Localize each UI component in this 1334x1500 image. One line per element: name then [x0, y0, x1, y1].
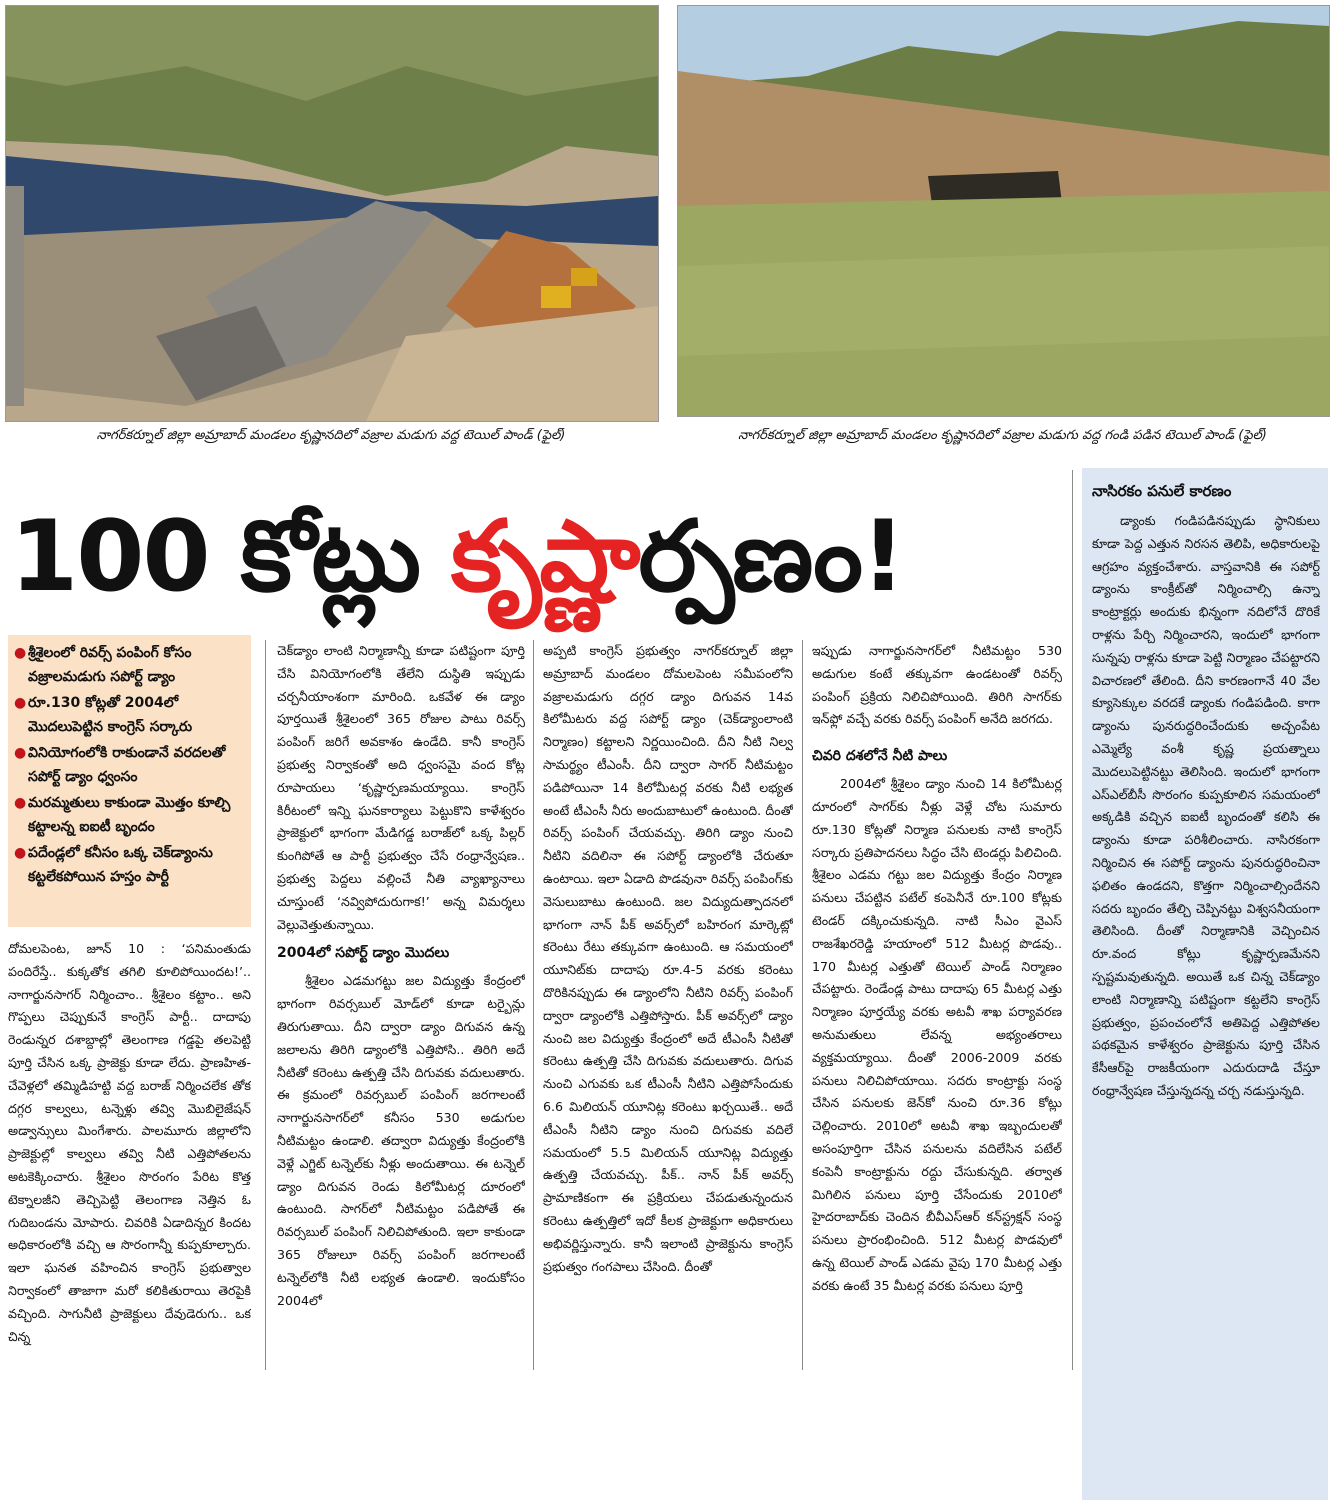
- left-photo-caption: నాగర్‌కర్నూల్ జిల్లా అమ్రాబాద్ మండలం కృష్ణానదిలో వజ్రాల మడుగు వద్ద టెయిల్ పాండ్ (ఫైల్): [96, 428, 566, 443]
- article-column-3: [543, 640, 793, 1370]
- sidebar-text: డ్యాంకు గండిపడినప్పుడు స్థానికులు కూడా పెద్ద ఎత్తున నిరసన తెలిపి, అధికారులపై ఆగ్రహం వ్యక్తంచేశారు. వాస్తవానికి ఈ సపోర్ట్ డ్యాంను కాంక్రీట్‌తో నిర్మించాల్సి ఉన్నా కాంట్రాక్టర్లు అందుకు భిన్నంగా నదిలోనే దొరికే రాళ్లను పేర్చి నిర్మించారని, ఇందులో భాగంగా సున్నపు రాళ్లను కూడా పెట్టి నిర్మాణం చేపట్టారని విచారణలో తేలింది. దీని కారణంగానే 40 వేల క్యూసెక్కుల వరదకే డ్యాంకు గండిపడింది. కాగా డ్యాంను పునరుద్ధరించేందుకు అచ్చంపేట ఎమ్మెల్యే వంశీ కృష్ణ ప్రయత్నాలు మొదలుపెట్టినట్టు తెలిసింది. ఇందులో భాగంగా ఎస్ఎల్‌బీసీ సొరంగం కుప్పకూలిన సమయంలో అక్కడికి వచ్చిన ఐఐటీ బృందంతో కలిసి ఈ డ్యాంను కూడా పరిశీలించారు. నాసిరకంగా నిర్మించిన ఈ సపోర్ట్ డ్యాంను పునరుద్ధరించినా ఫలితం ఉండదని, కొత్తగా నిర్మించాల్సిందేనని సదరు బృందం తేల్చి చెప్పినట్టు విశ్వసనీయంగా తెలిసింది. దీంతో నిర్మాణానికి వెచ్చించిన రూ.వంద కోట్లు కృష్ణార్పణమేనని స్పష్టమవుతున్నది. అయితే ఒక చిన్న చెక్‌డ్యాం లాంటి నిర్మాణాన్ని పటిష్టంగా కట్టలేని కాంగ్రెస్ ప్రభుత్వం, ప్రపంచంలోనే అతిపెద్ద ఎత్తిపోతల పథకమైన కాళేశ్వరం ప్రాజెక్టును పూర్తి చేసిన కేసీఆర్‌పై రాజకీయంగా ఎదురుదాడి చేస్తూ రంధ్రాన్వేషణ చేస్తున్నదన్న చర్చ నడుస్తున్నది.: [1092, 513, 1320, 1098]
- column-4-para-1: ఇప్పుడు నాగార్జునసాగర్‌లో నీటిమట్టం 530 అడుగుల కంటే తక్కువగా ఉండటంతో రివర్స్ పంపింగ్ ప్రక్రియ నిలిచిపోయింది. తిరిగి సాగర్‌కు ఇన్‌ఫ్లో వచ్చే వరకు రివర్స్ పంపింగ్ అనేది జరగదు.: [812, 643, 1062, 727]
- bullet-icon: ●: [14, 745, 27, 761]
- headline-part-2: కృష్ణా: [450, 500, 639, 614]
- article-column-2: [277, 640, 525, 1370]
- column-2-para-2: శ్రీశైలం ఎడమగట్టు జల విద్యుత్తు కేంద్రంలో భాగంగా రివర్సబుల్ మోడ్‌లో కూడా టర్బైన్లు తిరుగుతాయి. దీని ద్వారా డ్యాం దిగువన ఉన్న జలాలను తిరిగి డ్యాంలోకి ఎత్తిపోసి.. తిరిగి అదే నీటితో కరెంటు ఉత్పత్తి చేసి దిగువకు వదులుతారు. ఈ క్రమంలో రివర్సబుల్ పంపింగ్ జరగాలంటే నాగార్జునసాగర్‌లో కనీసం 530 అడుగుల నీటిమట్టం ఉండాలి. తద్వారా విద్యుత్తు కేంద్రంలోకి వెళ్లే ఎగ్జిట్ టన్నెల్‌కు నీళ్లు అందుతాయి. ఈ టన్నెల్ డ్యాం దిగువన రెండు కిలోమీటర్ల దూరంలో ఉంటుంది. సాగర్‌లో నీటిమట్టం పడిపోతే ఈ రివర్సబుల్ పంపింగ్ నిలిచిపోతుంది. ఇలా కాకుండా 365 రోజులూ రివర్స్ పంపింగ్ జరగాలంటే టన్నెల్‌లోకి నీటి లభ్యత ఉండాలి. ఇందుకోసం 2004లో: [277, 973, 525, 1308]
- column-divider: [802, 640, 803, 1370]
- breached-tail-pond-photo: [677, 5, 1330, 417]
- highlight-item: ● మరమ్మతులు కాకుండా మొత్తం కూల్చి కట్టాలన్న ఐఐటీ బృందం: [14, 791, 245, 839]
- bullet-icon: ●: [14, 645, 27, 661]
- highlight-item: ● వినియోగంలోకి రాకుండానే వరదలతో సపోర్ట్ డ్యాం ధ్వంసం: [14, 741, 245, 789]
- headline-part-3: ర్పణం!: [638, 500, 904, 614]
- bullet-icon: ●: [14, 795, 27, 811]
- bullet-icon: ●: [14, 845, 27, 861]
- bullet-icon: ●: [14, 695, 27, 711]
- highlight-item: ● శ్రీశైలంలో రివర్స్ పంపింగ్ కోసం వజ్రాలమడుగు సపోర్ట్ డ్యాం: [14, 641, 245, 689]
- column-1-text: దోమలపెంట, జూన్ 10 : ‘పనిమంతుడు పందిరేస్తే.. కుక్కతోక తగిలి కూలిపోయిందట!’.. నాగార్జునసాగర్ నిర్మించాం.. శ్రీశైలం కట్టాం.. అని గొప్పలు చెప్పుకునే కాంగ్రెస్ పార్టీ.. దాదాపు రెండున్నర దశాబ్దాల్లో తెలంగాణ గడ్డపై తలపెట్టి పూర్తి చేసిన ఒక్క ప్రాజెక్టు కూడా లేదు. ప్రాణహిత-చేవెళ్లలో తమ్మిడిహట్టి వద్ద బరాజ్ నిర్మించలేక తోక దగ్గర కాల్వలు, టన్నెళ్లు తవ్వి మొబిలైజేషన్ అడ్వాన్సులు మింగేశారు. పాలమూరు జిల్లాలోని ప్రాజెక్టుల్లో కాల్వలు తవ్వి నీటి ఎత్తిపోతలను అటకెక్కించారు. శ్రీశైలం సొరంగం పేరిట కొత్త టెక్నాలజీని తెచ్చిపెట్టి తెలంగాణ నెత్తిన ఓ గుదిబండను మోపారు. చివరికి ఏడాదిన్నర కిందట అధికారంలోకి వచ్చి ఆ సొరంగాన్నీ కుప్పకూల్చారు. ఇలా ఘనత వహించిన కాంగ్రెస్ ప్రభుత్వాల నిర్వాకంలో తాజాగా మరో కలికితురాయి తెరపైకి వచ్చింది. సాగునీటి ప్రాజెక్టులు దేవుడెరుగు.. ఒక చిన్న: [8, 941, 251, 1344]
- column-divider: [533, 640, 534, 1370]
- headline: [10, 492, 1070, 622]
- highlight-item: ● రూ.130 కోట్లతో 2004లో మొదలుపెట్టిన కాంగ్రెస్ సర్కారు: [14, 691, 245, 739]
- right-photo-caption: నాగర్‌కర్నూల్ జిల్లా అమ్రాబాద్ మండలం కృష్ణానదిలో వజ్రాల మడుగు వద్ద గండి పడిన టెయిల్ పాండ్ (ఫైల్): [738, 428, 1267, 443]
- highlights-box: [8, 635, 251, 927]
- tail-pond-construction-photo: [5, 5, 659, 422]
- sidebar-title: నాసిరకం పనులే కారణం: [1092, 482, 1232, 500]
- article-column-4: [812, 640, 1062, 1370]
- column-divider: [265, 640, 266, 1370]
- highlight-item: ● పదేండ్లలో కనీసం ఒక్క చెక్‌డ్యాంను కట్టలేకపోయిన హస్తం పార్టీ: [14, 841, 245, 889]
- column-2-para-1: చెక్‌డ్యాం లాంటి నిర్మాణాన్నీ కూడా పటిష్టంగా పూర్తి చేసి వినియోగంలోకి తేలేని దుస్థితి ఇప్పుడు చర్చనీయాంశంగా మారింది. ఒకవేళ ఈ డ్యాం పూర్తయితే శ్రీశైలంలో 365 రోజుల పాటు రివర్స్ పంపింగ్ జరిగే అవకాశం ఉండేది. కానీ కాంగ్రెస్ ప్రభుత్వ నిర్వాకంతో అది ధ్వంసమై వంద కోట్ల రూపాయలు ‘కృష్ణార్పణమయ్యాయి. కాంగ్రెస్ కిరీటంలో ఇన్ని ఘనకార్యాలు పెట్టుకొని కాళేశ్వరం ప్రాజెక్టులో భాగంగా మేడిగడ్డ బరాజ్‌లో ఒక్క పిల్లర్ కుంగిపోతే ఆ పార్టీ ప్రభుత్వం చేసే రంధ్రాన్వేషణ.. ప్రభుత్వ పెద్దలు వల్లించే నీతి వ్యాఖ్యానాలు చూస్తుంటే ‘నవ్విపోదురుగాక!’ అన్న విమర్శలు వెల్లువెత్తుతున్నాయి.: [277, 643, 525, 932]
- headline-part-1: 100 కోట్లు: [10, 500, 451, 614]
- column-divider: [1072, 470, 1073, 1370]
- subheading-2004: 2004లో సపోర్ట్ డ్యాం మొదలు: [277, 945, 450, 962]
- column-4-para-2: 2004లో శ్రీశైలం డ్యాం నుంచి 14 కిలోమీటర్ల దూరంలో సాగర్‌కు నీళ్లు వెళ్లే చోట సుమారు రూ.130 కోట్లతో నిర్మాణ పనులకు నాటి కాంగ్రెస్ సర్కారు ప్రతిపాదనలు సిద్ధం చేసి టెండర్లు పిలిచింది. శ్రీశైలం ఎడమ గట్టు జల విద్యుత్తు కేంద్రం నిర్మాణ పనులు చేపట్టిన పటేల్ కంపెనీనే రూ.100 కోట్లకు టెండర్ దక్కించుకున్నది. నాటి సీఎం వైఎస్ రాజశేఖరరెడ్డి హయాంలో 512 మీటర్ల పొడవు.. 170 మీటర్ల ఎత్తుతో టెయిల్ పాండ్ నిర్మాణం చేపట్టారు. రెండేండ్ల పాటు దాదాపు 65 మీటర్ల ఎత్తు నిర్మాణం పూర్తయ్యే వరకు అటవీ శాఖ పర్యావరణ అనుమతులు లేవన్న అభ్యంతరాలు వ్యక్తమయ్యాయి. దీంతో 2006-2009 వరకు పనులు నిలిచిపోయాయి. సదరు కాంట్రాక్టు సంస్థ చేసిన పనులకు జెన్‌కో నుంచి రూ.36 కోట్లు చెల్లించారు. 2010లో అటవీ శాఖ ఇబ్బందులతో అసంపూర్తిగా చేసిన పనులను వదిలేసిన పటేల్ కంపెనీ కాంట్రాక్టును రద్దు చేసుకున్నది. తర్వాత మిగిలిన పనులు పూర్తి చేసేందుకు 2010లో హైదరాబాద్‌కు చెందిన బీవీఎస్‌ఆర్ కన్‌స్ట్రక్షన్ సంస్థ పనులు ప్రారంభించింది. 512 మీటర్ల పొడవులో ఉన్న టెయిల్ పాండ్ ఎడమ వైపు 170 మీటర్ల ఎత్తు వరకు ఉంటే 35 మీటర్ల వరకు పనులు పూర్తి: [812, 776, 1062, 1293]
- column-3-text: అప్పటి కాంగ్రెస్ ప్రభుత్వం నాగర్‌కర్నూల్ జిల్లా అమ్రాబాద్ మండలం దోమలపెంట సమీపంలోని వజ్రాలమడుగు దగ్గర డ్యాం దిగువన 14వ కిలోమీటరు వద్ద సపోర్ట్ డ్యాం (చెక్‌డ్యాంలాంటి నిర్మాణం) కట్టాలని నిర్ణయించింది. దీని నీటి నిల్వ సామర్థ్యం టీఎంసీ. దీని ద్వారా సాగర్ నీటిమట్టం పడిపోయినా 14 కిలోమీటర్ల వరకు నీటి లభ్యత అంటే టీఎంసీ నీరు అందుబాటులో ఉంటుంది. దీంతో రివర్స్ పంపింగ్ చేయవచ్చు. తిరిగి డ్యాం నుంచి నీటిని వదిలినా ఈ సపోర్ట్ డ్యాంలోకి చేరుతూ ఉంటాయి. ఇలా ఏడాది పొడవునా రివర్స్ పంపింగ్‌కు వెసులుబాటు ఉంటుంది. జల విద్యుదుత్పాదనలో భాగంగా నాన్ పీక్ అవర్స్‌లో బహిరంగ మార్కెట్లో కరెంటు రేటు తక్కువగా ఉంటుంది. ఆ సమయంలో యూనిట్‌కు దాదాపు రూ.4-5 వరకు కరెంటు దొరికినప్పుడు ఈ డ్యాంలోని నీటిని రివర్స్ పంపింగ్ ద్వారా డ్యాంలోకి ఎత్తిపోస్తారు. పీక్ అవర్స్‌లో డ్యాం నుంచి జల విద్యుత్తు కేంద్రంలో అదే టీఎంసీ నీటితో కరెంటు ఉత్పత్తి చేసి దిగువకు వదులుతారు. దిగువ నుంచి ఎగువకు ఒక టీఎంసీ నీటిని ఎత్తిపోసేందుకు 6.6 మిలియన్ యూనిట్ల కరెంటు ఖర్చయితే.. అదే టీఎంసీ నీటిని డ్యాం నుంచి దిగువకు వదిలే సమయంలో 5.5 మిలియన్ యూనిట్ల విద్యుత్తు ఉత్పత్తి చేయవచ్చు. పీక్.. నాన్ పీక్ అవర్స్ ప్రామాణికంగా ఈ ప్రక్రియలు చేపడుతున్నందున కరెంటు ఉత్పత్తిలో ఇదో కీలక ప్రాజెక్టుగా అధికారులు అభివర్ణిస్తున్నారు. కానీ ఇలాంటి ప్రాజెక్టును కాంగ్రెస్ ప్రభుత్వం గంగపాలు చేసింది. దీంతో: [543, 643, 793, 1274]
- article-column-1: [8, 938, 251, 1370]
- subheading-final-stage: చివరి దశలోనే నీటి పాలు: [812, 748, 948, 765]
